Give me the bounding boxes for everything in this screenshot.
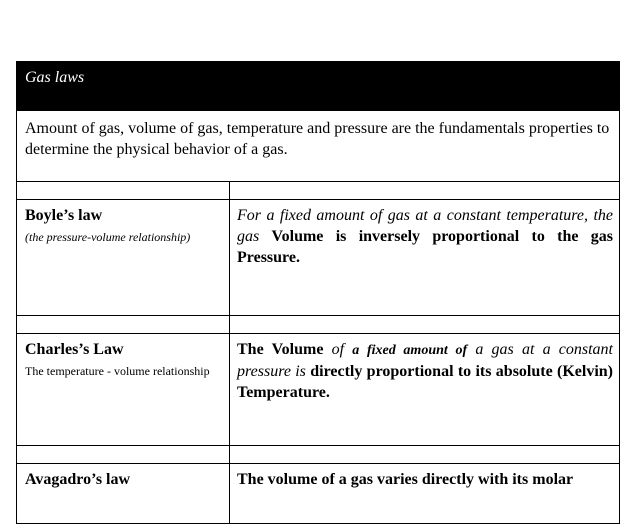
law-desc-emphasis: The Volume — [237, 341, 324, 358]
law-name-cell — [17, 200, 230, 315]
law-desc-emphasis: The volume of a gas varies directly with its molar — [237, 471, 574, 488]
law-desc-part: a gas at a constant pressure is — [237, 341, 613, 380]
spacer-cell-right — [230, 446, 619, 463]
law-name: Charles’s Law — [25, 341, 124, 358]
law-desc-part: For a fixed amount of gas at a constant temperature, the gas — [237, 207, 613, 245]
law-desc-part: of — [323, 341, 353, 358]
law-name: Avagadro’s law — [25, 471, 131, 488]
law-name: Boyle’s law — [25, 207, 103, 224]
spacer-cell-left — [17, 446, 230, 463]
law-desc-emphasis: directly proportional to its absolute (Kelvin) Temperature. — [237, 363, 613, 401]
intro-paragraph: Amount of gas, volume of gas, temperature and pressure are the fundamentals properties to determine the physical behavior of a gas. — [16, 111, 620, 182]
law-name-cell — [17, 464, 230, 523]
law-subtitle: (the pressure-volume relationship) — [25, 230, 191, 244]
law-description — [230, 334, 619, 445]
spacer-cell-left — [17, 182, 230, 199]
table-row-avogadros-law — [16, 464, 620, 524]
law-description — [230, 200, 619, 315]
table-row-boyles-law — [16, 200, 620, 316]
spacer-cell-right — [230, 182, 619, 199]
spacer-cell-left — [17, 316, 230, 333]
table-header — [16, 61, 620, 111]
spacer-row — [16, 316, 620, 334]
law-desc-emphasis: a fixed amount of — [352, 343, 468, 358]
spacer-row — [16, 446, 620, 464]
gas-laws-table — [16, 61, 620, 524]
spacer-row — [16, 182, 620, 200]
law-name-cell — [17, 334, 230, 445]
law-description — [230, 464, 619, 523]
law-desc-emphasis: Volume is inversely proportional to the gas Pressure. — [237, 228, 613, 266]
table-title: Gas laws — [25, 69, 85, 86]
table-row-charles-law — [16, 334, 620, 446]
spacer-cell-right — [230, 316, 619, 333]
law-subtitle: The temperature - volume relationship — [25, 364, 210, 378]
